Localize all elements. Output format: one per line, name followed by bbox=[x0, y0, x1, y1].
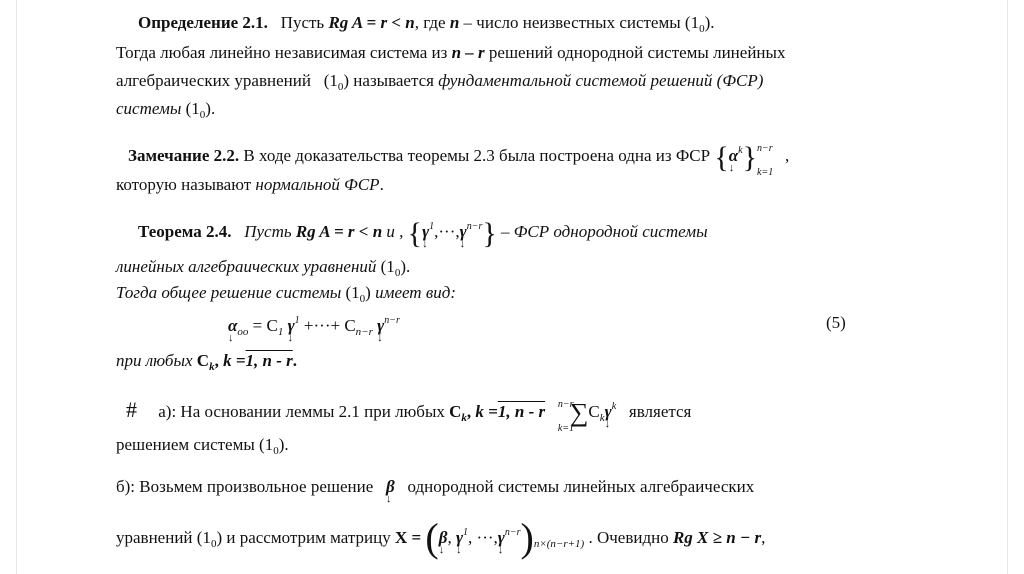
definition-text: Пусть bbox=[280, 13, 325, 32]
coef-range: $C_k$, k =1, n - r bbox=[449, 402, 546, 424]
rank-condition: Rg A = r < n bbox=[328, 13, 415, 32]
proof-text: является bbox=[628, 402, 692, 421]
theorem-text: при любых bbox=[116, 351, 193, 370]
proof-text: . Очевидно bbox=[588, 528, 669, 547]
system-ref: $(1_0)$ bbox=[323, 71, 350, 93]
theorem-text: линейных алгебраических уравнений bbox=[116, 257, 377, 276]
definition-line-1 bbox=[138, 12, 715, 40]
proof-text: решением системы bbox=[116, 435, 255, 454]
theorem-text: – ФСР однородной системы bbox=[501, 222, 708, 241]
fsr-gamma-set: {γ ↓$^1$,···,γ ↓$^{n-r}$} bbox=[408, 222, 497, 241]
remark-text: В ходе доказательства теоремы 2.3 была построена одна из ФСР bbox=[243, 146, 711, 165]
equation-number: (5) bbox=[826, 313, 846, 332]
definition-text: Тогда любая линейно независимая система из bbox=[116, 43, 448, 62]
system-ref: $(1_0)$. bbox=[259, 435, 289, 457]
coef-range: $C_k$, k =1, n - r. bbox=[196, 351, 297, 373]
definition-text: – число неизвестных системы bbox=[463, 13, 681, 32]
remark-text: . bbox=[379, 175, 384, 194]
proof-b-line-1 bbox=[116, 476, 754, 498]
math-symbol: γ ↓ bbox=[377, 316, 384, 335]
proof-text: а): На основании леммы 2.1 при любых bbox=[158, 402, 445, 421]
matrix-expression: (β ↓, γ ↓$^1$, ···,γ $↓^{n-r})_{n\times(n-r+1)}$ bbox=[425, 528, 584, 547]
system-ref: $(1_0)$. bbox=[684, 13, 715, 35]
general-solution-formula: α $↓_{oo} = C_1$ γ ↓$^1$ +···+ $C_{n-r}$ γ ↓$^{n-r}$ bbox=[228, 310, 400, 343]
math-symbol: α ↓ bbox=[228, 316, 237, 335]
sum-expression: n−r k=1 $\sum C_k\gamma$ ↓$^k$ bbox=[558, 402, 616, 421]
math-symbol: β ↓ bbox=[386, 477, 395, 496]
proof-b-line-2 bbox=[116, 515, 766, 560]
theorem-label: Теорема 2.4. bbox=[138, 222, 232, 241]
math-var: n bbox=[449, 13, 460, 32]
math-expr: = C bbox=[252, 316, 278, 335]
fsr-set: {α ↓$^k$} n−r k=1 , bbox=[714, 146, 789, 165]
definition-text: алгебраических уравнений bbox=[116, 71, 311, 90]
rank-condition: Rg A = r < n bbox=[295, 222, 383, 241]
system-ref: $(1_0)$. bbox=[380, 257, 411, 279]
proof-marker: # bbox=[126, 397, 137, 422]
definition-text: решений однородной системы линейных bbox=[488, 43, 786, 62]
proof-a-line-1 bbox=[126, 396, 692, 435]
remark-line-1 bbox=[128, 140, 790, 179]
proof-text: , bbox=[761, 528, 766, 547]
remark-text: которую называют bbox=[116, 175, 252, 194]
definition-line-2 bbox=[116, 42, 785, 64]
remark-term: нормальной ФСР bbox=[255, 175, 380, 194]
definition-text: , где bbox=[414, 13, 446, 32]
definition-label: Определение 2.1. bbox=[138, 13, 268, 32]
theorem-text: имеет вид: bbox=[375, 283, 456, 302]
math-symbol: γ ↓ bbox=[288, 316, 295, 335]
matrix-label: X = bbox=[394, 528, 422, 547]
frame-right-border bbox=[1007, 0, 1008, 574]
proof-text: однородной системы линейных алгебраических bbox=[407, 477, 755, 496]
theorem-line-1 bbox=[138, 216, 708, 250]
theorem-text: Тогда общее решение системы bbox=[116, 283, 342, 302]
math-expr: n – r bbox=[451, 43, 485, 62]
theorem-line-5 bbox=[116, 350, 297, 378]
system-ref: $(1_0)$ bbox=[196, 528, 223, 550]
system-ref: $(1_0)$. bbox=[185, 99, 216, 121]
proof-text: и рассмотрим матрицу bbox=[226, 528, 391, 547]
proof-a-line-2 bbox=[116, 434, 289, 462]
theorem-text: и , bbox=[386, 222, 404, 241]
remark-line-2 bbox=[116, 174, 384, 196]
definition-line-4 bbox=[116, 98, 215, 126]
proof-text: б): Возьмем произвольное решение bbox=[116, 477, 374, 496]
system-ref: $(1_0)$ bbox=[345, 283, 371, 305]
frame-left-border bbox=[16, 0, 17, 574]
rank-inequality: Rg X ≥ n − r bbox=[672, 528, 762, 547]
definition-term: фундаментальной системой решений (ФСР) bbox=[438, 71, 764, 90]
definition-line-3 bbox=[116, 70, 763, 98]
definition-term: системы bbox=[116, 99, 182, 118]
remark-label: Замечание 2.2. bbox=[128, 146, 240, 165]
definition-text: называется bbox=[353, 71, 434, 90]
theorem-text: Пусть bbox=[244, 222, 292, 241]
proof-text: уравнений bbox=[116, 528, 193, 547]
math-expr: +···+ C bbox=[303, 316, 356, 335]
theorem-line-2 bbox=[116, 256, 410, 284]
theorem-line-3 bbox=[116, 282, 456, 310]
